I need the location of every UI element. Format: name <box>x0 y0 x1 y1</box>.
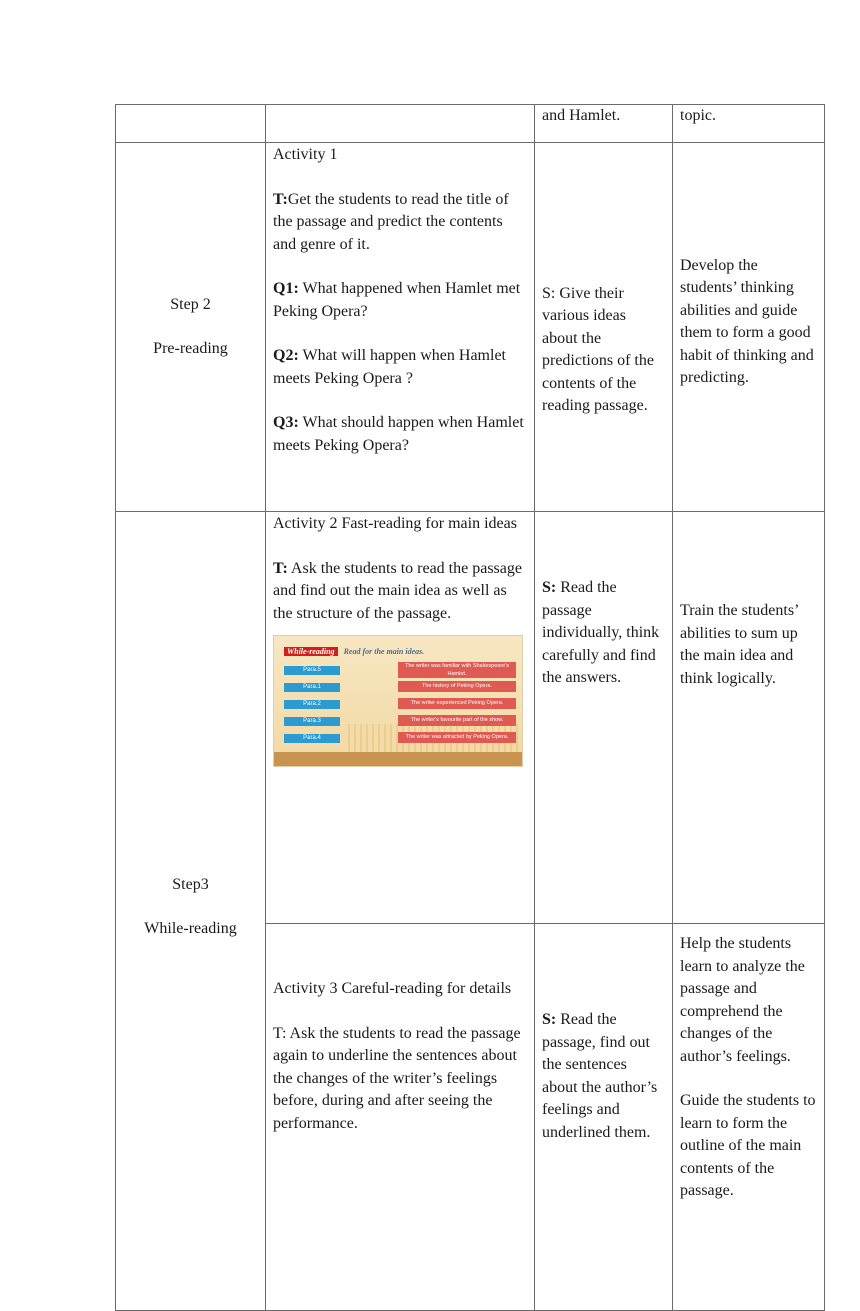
step-label: Step3 <box>172 875 209 893</box>
question-3: Q3: What should happen when Hamlet meets Peking Opera? <box>273 414 524 454</box>
purpose-cell <box>673 512 825 924</box>
stage-label: Pre-reading <box>153 340 228 357</box>
step-cell <box>116 143 266 512</box>
teacher-activity-cell <box>266 143 535 512</box>
purpose-text: Guide the students to learn to form the outline of the main contents of the passage. <box>680 1092 816 1199</box>
slide-idea-label: The writer was attracted by Peking Opera. <box>398 732 516 743</box>
teacher-activity-cell <box>266 105 535 143</box>
table-row <box>116 105 825 143</box>
step-cell <box>116 512 266 1311</box>
step-label: Step 2 <box>170 295 211 313</box>
activity-title: Activity 1 <box>273 146 338 163</box>
purpose-cell <box>673 143 825 512</box>
step-cell <box>116 105 266 143</box>
activity-title: Activity 2 Fast-reading for main ideas <box>273 515 517 532</box>
slide-para-label: Para.3 <box>284 717 340 726</box>
slide-idea-label: The writer experienced Peking Opera. <box>398 698 516 709</box>
student-text: and Hamlet. <box>542 107 621 124</box>
student-activity-cell <box>535 143 673 512</box>
purpose-text: topic. <box>680 107 716 124</box>
slide-para-label: Para.2 <box>284 700 340 709</box>
slide-para-label: Para.5 <box>284 666 340 675</box>
student-text: S: Read the passage, find out the sentences about the author’s feelings and underlined them. <box>542 1011 658 1141</box>
purpose-text: Help the students learn to analyze the passage and comprehend the changes of the author’s feelings. <box>680 935 805 1065</box>
teacher-instruction: T:Get the students to read the title of the passage and predict the contents and genre of it. <box>273 190 509 253</box>
slide-image <box>273 635 523 767</box>
purpose-text: Train the students’ abilities to sum up the main idea and think logically. <box>680 602 799 687</box>
teacher-instruction: T: Ask the students to read the passage again to underline the sentences about the changes of the writer’s feelings before, during and after seeing the performance. <box>273 1024 521 1132</box>
slide-para-label: Para.4 <box>284 734 340 743</box>
teacher-instruction: T: Ask the students to read the passage and find out the main idea as well as the structure of the passage. <box>273 559 522 622</box>
activity-title: Activity 3 Careful-reading for details <box>273 980 512 997</box>
slide-idea-label: The history of Peking Opera. <box>398 681 516 692</box>
student-text: S: Read the passage individually, think carefully and find the answers. <box>542 579 660 686</box>
question-1: Q1: What happened when Hamlet met Peking Opera? <box>273 280 521 320</box>
purpose-text: Develop the students’ thinking abilities and guide them to form a good habit of thinking and predicting. <box>680 256 814 386</box>
purpose-cell <box>673 924 825 1311</box>
teacher-activity-cell <box>266 924 535 1311</box>
purpose-cell <box>673 105 825 143</box>
slide-idea-label: The writer was familiar with Shakespeare's Hamlet. <box>398 662 516 678</box>
student-activity-cell <box>535 924 673 1311</box>
student-activity-cell <box>535 105 673 143</box>
slide-para-label: Para.1 <box>284 683 340 692</box>
question-2: Q2: What will happen when Hamlet meets Peking Opera ? <box>273 347 506 387</box>
student-text: S: Give their various ideas about the predictions of the contents of the reading passage. <box>542 284 654 414</box>
teacher-activity-cell <box>266 512 535 924</box>
stage-label: While-reading <box>144 920 237 937</box>
table-row <box>116 143 825 512</box>
table-row <box>116 512 825 924</box>
student-activity-cell <box>535 512 673 924</box>
slide-header: While-reading Read for the main ideas. <box>284 641 424 664</box>
slide-idea-label: The writer's favourite part of the show. <box>398 715 516 726</box>
lesson-plan-table <box>115 104 825 1311</box>
